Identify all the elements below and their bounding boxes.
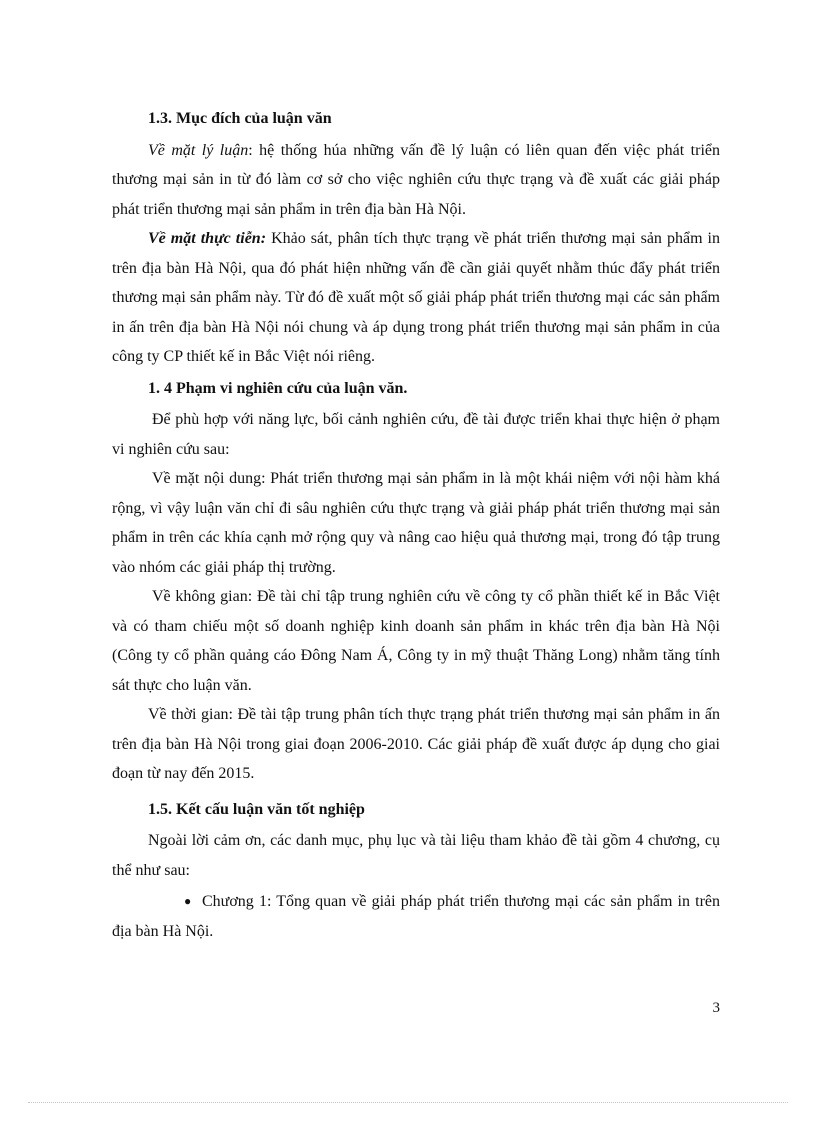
section-heading-1-5: 1.5. Kết cấu luận văn tốt nghiệp: [148, 800, 365, 818]
page-content: [112, 104, 720, 946]
list-item-chapter-1: [112, 887, 720, 946]
paragraph-structure-intro: Ngoài lời cảm ơn, các danh mục, phụ lục và tài liệu tham khảo đề tài gồm 4 chương, cụ thể như sau:: [112, 832, 720, 879]
bullet-icon: ●: [184, 894, 192, 908]
page-number: 3: [712, 1000, 720, 1016]
paragraph-time-scope: Về thời gian: Đề tài tập trung phân tích thực trạng phát triển thương mại sản phẩm in ấn trên địa bàn Hà Nội trong giai đoạn 2006-2010. Các giải pháp đề xuất được áp dụng cho giai đoạn từ nay đến 2015.: [112, 706, 720, 782]
paragraph-space-scope: Về không gian: Đề tài chỉ tập trung nghiên cứu về công ty cổ phần thiết kế in Bắc Việt và có tham chiếu một số doanh nghiệp kinh doanh sản phẩm in khác trên địa bàn Hà Nội (Công ty cổ phần quảng cáo Đông Nam Á, Công ty in mỹ thuật Thăng Long) nhằm tăng tính sát thực cho luận văn.: [112, 588, 720, 694]
section-heading-1-4: 1. 4 Phạm vi nghiên cứu của luận văn.: [148, 379, 408, 397]
theory-label: Về mặt lý luận: [148, 141, 249, 159]
paragraph-scope-intro: Để phù hợp với năng lực, bối cảnh nghiên cứu, đề tài được triển khai thực hiện ở phạm vi nghiên cứu sau:: [112, 411, 720, 458]
practice-text: Khảo sát, phân tích thực trạng về phát triển thương mại sản phẩm in trên địa bàn Hà Nội, qua đó phát hiện những vấn đề cần giải quyết nhằm thúc đẩy phát triển thương mại sản phẩm này. Từ đó đề xuất một số giải pháp phát triển thương mại các sản phẩm in ấn trên địa bàn Hà Nội nói chung và áp dụng trong phát triển thương mại sản phẩm in của công ty CP thiết kế in Bắc Việt nói riêng.: [112, 230, 720, 365]
paragraph-theory: [112, 136, 720, 225]
paragraph-content-scope: Về mặt nội dung: Phát triển thương mại sản phẩm in là một khái niệm với nội hàm khá rộng, vì vậy luận văn chỉ đi sâu nghiên cứu thực trạng và giải pháp phát triển thương mại sản phẩm in trên các khía cạnh mở rộng quy và nâng cao hiệu quả thương mại, trong đó tập trung vào nhóm các giải pháp thị trường.: [112, 470, 720, 576]
section-heading-1-3: 1.3. Mục đích của luận văn: [148, 110, 332, 127]
paragraph-practice: [112, 224, 720, 372]
theory-text: : hệ thống húa những vấn đề lý luận có liên quan đến việc phát triển thương mại sản in từ đó làm cơ sở cho việc nghiên cứu thực trạng và đề xuất các giải pháp phát triển thương mại sản phẩm in trên địa bàn Hà Nội.: [112, 141, 720, 218]
chapter-1-text: Chương 1: Tổng quan về giải pháp phát triển thương mại các sản phẩm in trên địa bàn Hà Nội.: [112, 893, 720, 940]
practice-label: Về mặt thực tiễn:: [148, 230, 267, 247]
footer-divider: [28, 1102, 788, 1103]
